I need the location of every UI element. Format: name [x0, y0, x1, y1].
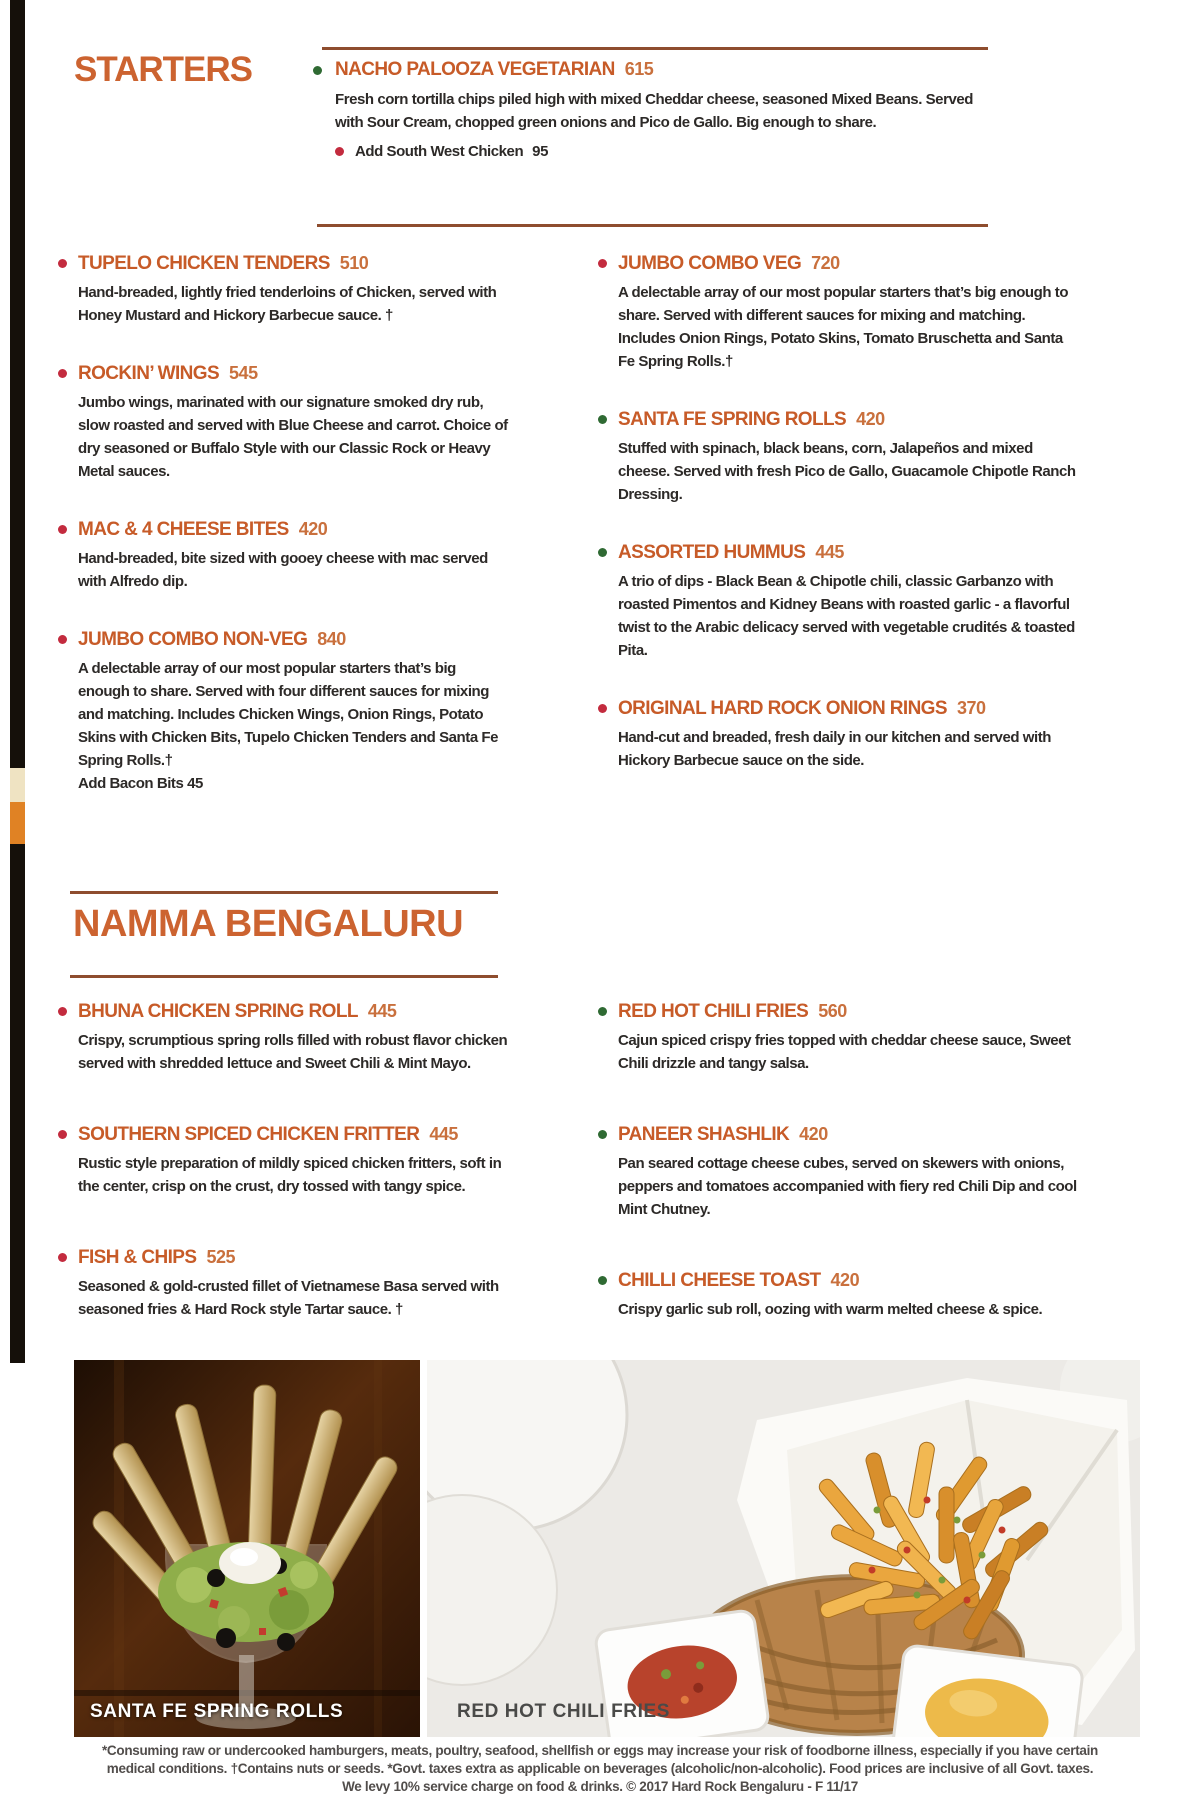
starters-right-column — [598, 250, 1080, 805]
non-veg-bullet-icon — [598, 704, 607, 713]
section-title-starters: STARTERS — [74, 50, 253, 89]
veg-bullet-icon — [598, 1276, 607, 1285]
veg-bullet-icon — [598, 1130, 607, 1139]
item-description: Pan seared cottage cheese cubes, served on skewers with onions, peppers and tomatoes accompanied with fiery red Chili Dip and cool Mint Chutney. — [618, 1155, 1077, 1218]
item-price: 420 — [830, 1270, 860, 1290]
menu-item-santa-fe-spring-rolls — [598, 406, 1080, 506]
item-description: Hand-breaded, lightly fried tenderloins of Chicken, served with Honey Mustard and Hickory Barbecue sauce. † — [78, 284, 497, 324]
section-title-namma-bengaluru: NAMMA BENGALURU — [73, 903, 464, 945]
item-price: 510 — [339, 253, 369, 273]
item-name: MAC & 4 CHEESE BITES — [78, 519, 289, 540]
divider-rule-namma-top — [70, 891, 498, 894]
item-price: 545 — [229, 363, 258, 383]
item-name: SANTA FE SPRING ROLLS — [618, 409, 847, 430]
item-price: 445 — [367, 1001, 397, 1021]
item-description: Crispy garlic sub roll, oozing with warm melted cheese & spice. — [618, 1301, 1043, 1318]
item-description: A delectable array of our most popular starters that’s big enough to share. Served with different sauces for mixing and matching. Includes Onion Rings, Potato Skins, Tomato Bruschetta and Santa Fe Spring Rolls.† — [618, 284, 1069, 370]
veg-bullet-icon — [598, 415, 607, 424]
namma-right-column — [598, 998, 1080, 1367]
red-hot-chili-fries-photo — [427, 1360, 1140, 1737]
menu-item-jumbo-combo-nonveg — [58, 626, 510, 795]
item-name: ORIGINAL HARD ROCK ONION RINGS — [618, 698, 947, 719]
item-addon: Add Bacon Bits 45 — [78, 775, 203, 792]
item-addon — [335, 143, 990, 160]
item-description: A trio of dips - Black Bean & Chipotle chili, classic Garbanzo with roasted Pimentos and Kidney Beans with roasted garlic - a flavorful twist to the Arabic delicacy served with vegetable crudités & toasted Pita. — [618, 573, 1075, 659]
item-description: Hand-cut and breaded, fresh daily in our kitchen and served with Hickory Barbecue sauce on the side. — [618, 729, 1051, 769]
starters-left-column — [58, 250, 510, 828]
menu-item-jumbo-combo-veg — [598, 250, 1080, 373]
veg-bullet-icon — [313, 66, 322, 75]
item-name: JUMBO COMBO NON-VEG — [78, 629, 308, 650]
item-description: Stuffed with spinach, black beans, corn, Jalapeños and mixed cheese. Served with fresh Pico de Gallo, Guacamole Chipotle Ranch Dressing. — [618, 440, 1076, 503]
addon-price: 95 — [532, 143, 548, 160]
non-veg-bullet-icon — [58, 525, 67, 534]
item-head — [335, 56, 990, 84]
photo-caption: SANTA FE SPRING ROLLS — [90, 1701, 344, 1722]
item-price: 840 — [317, 629, 346, 649]
divider-rule-mid — [317, 224, 988, 227]
veg-bullet-icon — [598, 548, 607, 557]
footer-line: *Consuming raw or undercooked hamburgers, meats, poultry, seafood, shellfish or eggs may increase your risk of foodborne illness, especially if you have certain — [101, 1743, 1099, 1758]
menu-item-assorted-hummus — [598, 539, 1080, 662]
divider-rule-namma-bottom — [70, 975, 498, 978]
item-description: Hand-breaded, bite sized with gooey cheese with mac served with Alfredo dip. — [78, 550, 488, 590]
item-description: Fresh corn tortilla chips piled high with mixed Cheddar cheese, seasoned Mixed Beans. Served with Sour Cream, chopped green onions and Pico de Gallo. Big enough to share. — [335, 91, 973, 131]
item-name: RED HOT CHILI FRIES — [618, 1001, 809, 1022]
non-veg-bullet-icon — [58, 1130, 67, 1139]
item-name: TUPELO CHICKEN TENDERS — [78, 253, 330, 274]
footer-line: We levy 10% service charge on food & drinks. © 2017 Hard Rock Bengaluru - F 11/17 — [342, 1779, 858, 1794]
addon-text: Add South West Chicken — [355, 143, 524, 160]
page-edge-orange-band — [10, 802, 25, 844]
item-price: 445 — [815, 542, 844, 562]
divider-rule-top — [322, 47, 988, 50]
item-price: 370 — [956, 698, 986, 718]
spring-rolls-illustration — [74, 1360, 420, 1737]
non-veg-bullet-icon — [58, 1007, 67, 1016]
item-price: 615 — [624, 59, 654, 79]
item-description: Rustic style preparation of mildly spiced chicken fritters, soft in the center, crisp on the crust, dry tossed with tangy spice. — [78, 1155, 502, 1195]
menu-item-fish-and-chips — [58, 1244, 510, 1321]
item-name: SOUTHERN SPICED CHICKEN FRITTER — [78, 1124, 420, 1145]
santa-fe-spring-rolls-photo — [74, 1360, 420, 1737]
footer-disclaimer — [0, 1742, 1200, 1796]
item-description: Cajun spiced crispy fries topped with cheddar cheese sauce, Sweet Chili drizzle and tangy salsa. — [618, 1032, 1071, 1072]
page-edge-strip — [10, 0, 25, 1363]
menu-item-tupelo-tenders — [58, 250, 510, 327]
chili-fries-illustration — [427, 1360, 1140, 1737]
item-price: 560 — [818, 1001, 847, 1021]
non-veg-bullet-icon — [58, 1253, 67, 1262]
item-price: 420 — [856, 409, 885, 429]
menu-item-red-hot-chili-fries — [598, 998, 1080, 1075]
menu-item-onion-rings — [598, 695, 1080, 772]
item-name: PANEER SHASHLIK — [618, 1124, 790, 1145]
namma-left-column — [58, 998, 510, 1367]
menu-item-chilli-cheese-toast — [598, 1267, 1080, 1321]
non-veg-bullet-icon — [598, 259, 607, 268]
non-veg-bullet-icon — [58, 369, 67, 378]
item-description: Crispy, scrumptious spring rolls filled with robust flavor chicken served with shredded lettuce and Sweet Chili & Mint Mayo. — [78, 1032, 508, 1072]
menu-item-paneer-shashlik — [598, 1121, 1080, 1221]
item-name: NACHO PALOOZA VEGETARIAN — [335, 59, 615, 80]
item-price: 720 — [811, 253, 840, 273]
item-description: A delectable array of our most popular starters that’s big enough to share. Served with four different sauces for mixing and matching. Includes Chicken Wings, Onion Rings, Potato Skins with Chicken Bits, Tupelo Chicken Tenders and Santa Fe Spring Rolls.† — [78, 660, 499, 769]
item-name: BHUNA CHICKEN SPRING ROLL — [78, 1001, 358, 1022]
item-name: JUMBO COMBO VEG — [618, 253, 802, 274]
item-name: CHILLI CHEESE TOAST — [618, 1270, 821, 1291]
item-price: 420 — [799, 1124, 828, 1144]
non-veg-bullet-icon — [58, 635, 67, 644]
veg-bullet-icon — [598, 1007, 607, 1016]
menu-item-bhuna-spring-roll — [58, 998, 510, 1075]
non-veg-bullet-icon — [58, 259, 67, 268]
item-description: Seasoned & gold-crusted fillet of Vietnamese Basa served with seasoned fries & Hard Rock style Tartar sauce. † — [78, 1278, 499, 1318]
item-price: 420 — [298, 519, 328, 539]
item-description: Jumbo wings, marinated with our signature smoked dry rub, slow roasted and served with Blue Cheese and carrot. Choice of dry seasoned or Buffalo Style with our Classic Rock or Heavy Metal sauces. — [78, 394, 508, 480]
menu-item-nacho-palooza — [335, 56, 990, 160]
photo-caption: RED HOT CHILI FRIES — [457, 1701, 671, 1722]
footer-line: medical conditions. †Contains nuts or seeds. *Govt. taxes extra as applicable on beverages (alcoholic/non-alcoholic). Food prices are inclusive of all Govt. taxes. — [106, 1761, 1094, 1776]
page-edge-cream-band — [10, 768, 25, 802]
item-price: 525 — [206, 1247, 235, 1267]
menu-item-southern-chicken-fritter — [58, 1121, 510, 1198]
item-name: ROCKIN’ WINGS — [78, 363, 220, 384]
menu-item-rockin-wings — [58, 360, 510, 483]
item-name: FISH & CHIPS — [78, 1247, 197, 1268]
menu-item-mac-cheese-bites — [58, 516, 510, 593]
item-price: 445 — [429, 1124, 458, 1144]
item-name: ASSORTED HUMMUS — [618, 542, 806, 563]
non-veg-bullet-icon — [335, 147, 344, 156]
